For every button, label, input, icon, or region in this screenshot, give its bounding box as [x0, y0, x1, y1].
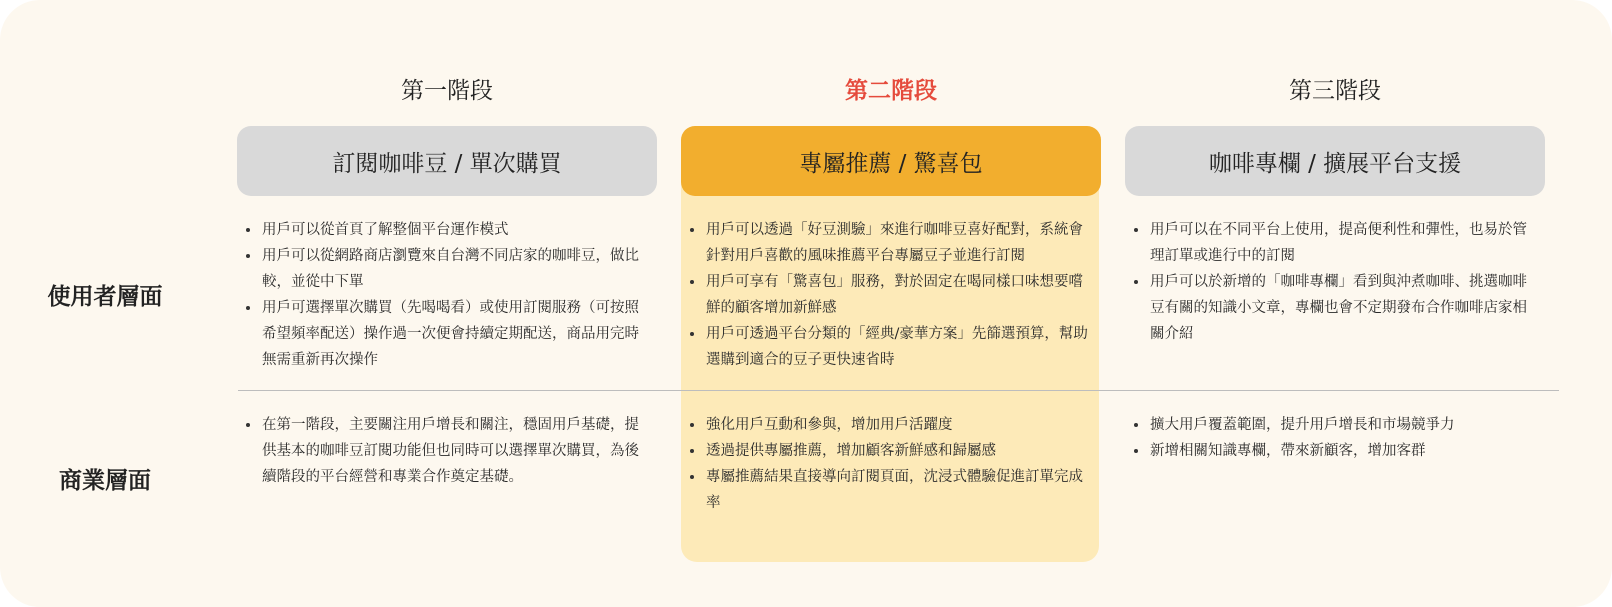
list-item: 在第一階段，主要關注用戶增長和關注，穩固用戶基礎，提供基本的咖啡豆訂閱功能但也同時可以選擇單次購買，為後續階段的平台經營和專業合作奠定基礎。: [244, 412, 644, 490]
list-item: 擴大用戶覆蓋範圍，提升用戶增長和市場競爭力: [1132, 412, 1532, 438]
bullet-icon: [246, 306, 250, 310]
bullet-icon: [690, 423, 694, 427]
list-item: 用戶可以從首頁了解整個平台運作模式: [244, 217, 644, 243]
list-item: 用戶可享有「驚喜包」服務，對於固定在喝同樣口味想要嚐鮮的顧客增加新鮮感: [688, 269, 1088, 321]
cell-business-stage-2: [688, 412, 1088, 516]
row-label-user: 使用者層面: [47, 284, 163, 310]
bullet-icon: [690, 449, 694, 453]
list-item: 用戶可以於新增的「咖啡專欄」看到與沖煮咖啡、挑選咖啡豆有關的知識小文章，專欄也會不定期發布合作咖啡店家相關介紹: [1132, 269, 1532, 347]
list-item: 新增相關知識專欄，帶來新顧客，增加客群: [1132, 438, 1532, 464]
list-item: 用戶可以在不同平台上使用，提高便利性和彈性，也易於管理訂單或進行中的訂閱: [1132, 217, 1532, 269]
stage-1-pill-label: 訂閱咖啡豆 / 單次購買: [332, 150, 562, 177]
stage-3-pill: [1125, 126, 1545, 196]
bullet-icon: [246, 423, 250, 427]
row-label-business: 商業層面: [59, 468, 151, 494]
stage-1-title: 第一階段: [401, 78, 493, 104]
row-divider: [238, 390, 1559, 391]
list-item: 用戶可透過平台分類的「經典/豪華方案」先篩選預算，幫助選購到適合的豆子更快速省時: [688, 321, 1088, 373]
stage-2-title: 第二階段: [845, 78, 937, 104]
bullet-icon: [246, 228, 250, 232]
cell-user-stage-3: [1132, 217, 1532, 347]
list-item: 用戶可選擇單次購買（先喝喝看）或使用訂閱服務（可按照希望頻率配送）操作過一次便會持續定期配送，商品用完時無需重新再次操作: [244, 295, 644, 373]
bullet-icon: [690, 280, 694, 284]
bullet-icon: [690, 332, 694, 336]
list-item: 用戶可以透過「好豆測驗」來進行咖啡豆喜好配對，系統會針對用戶喜歡的風味推薦平台專屬豆子並進行訂閱: [688, 217, 1088, 269]
cell-user-stage-1: [244, 217, 644, 373]
list-item: 透過提供專屬推薦，增加顧客新鮮感和歸屬感: [688, 438, 1088, 464]
list-item: 專屬推薦結果直接導向訂閱頁面，沈浸式體驗促進訂單完成率: [688, 464, 1088, 516]
cell-business-stage-3: [1132, 412, 1532, 464]
stage-2-pill-label: 專屬推薦 / 驚喜包: [799, 150, 983, 177]
cell-business-stage-1: [244, 412, 644, 490]
bullet-icon: [1134, 423, 1138, 427]
stage-3-title: 第三階段: [1289, 78, 1381, 104]
stage-2-pill: [681, 126, 1101, 196]
stage-1-pill: [237, 126, 657, 196]
bullet-icon: [1134, 228, 1138, 232]
bullet-icon: [1134, 449, 1138, 453]
bullet-icon: [246, 254, 250, 258]
bullet-icon: [690, 228, 694, 232]
bullet-icon: [1134, 280, 1138, 284]
bullet-icon: [690, 475, 694, 479]
list-item: 強化用戶互動和參與，增加用戶活躍度: [688, 412, 1088, 438]
cell-user-stage-2: [688, 217, 1088, 373]
list-item: 用戶可以從網路商店瀏覽來自台灣不同店家的咖啡豆，做比較，並從中下單: [244, 243, 644, 295]
stage-3-pill-label: 咖啡專欄 / 擴展平台支援: [1208, 150, 1462, 177]
